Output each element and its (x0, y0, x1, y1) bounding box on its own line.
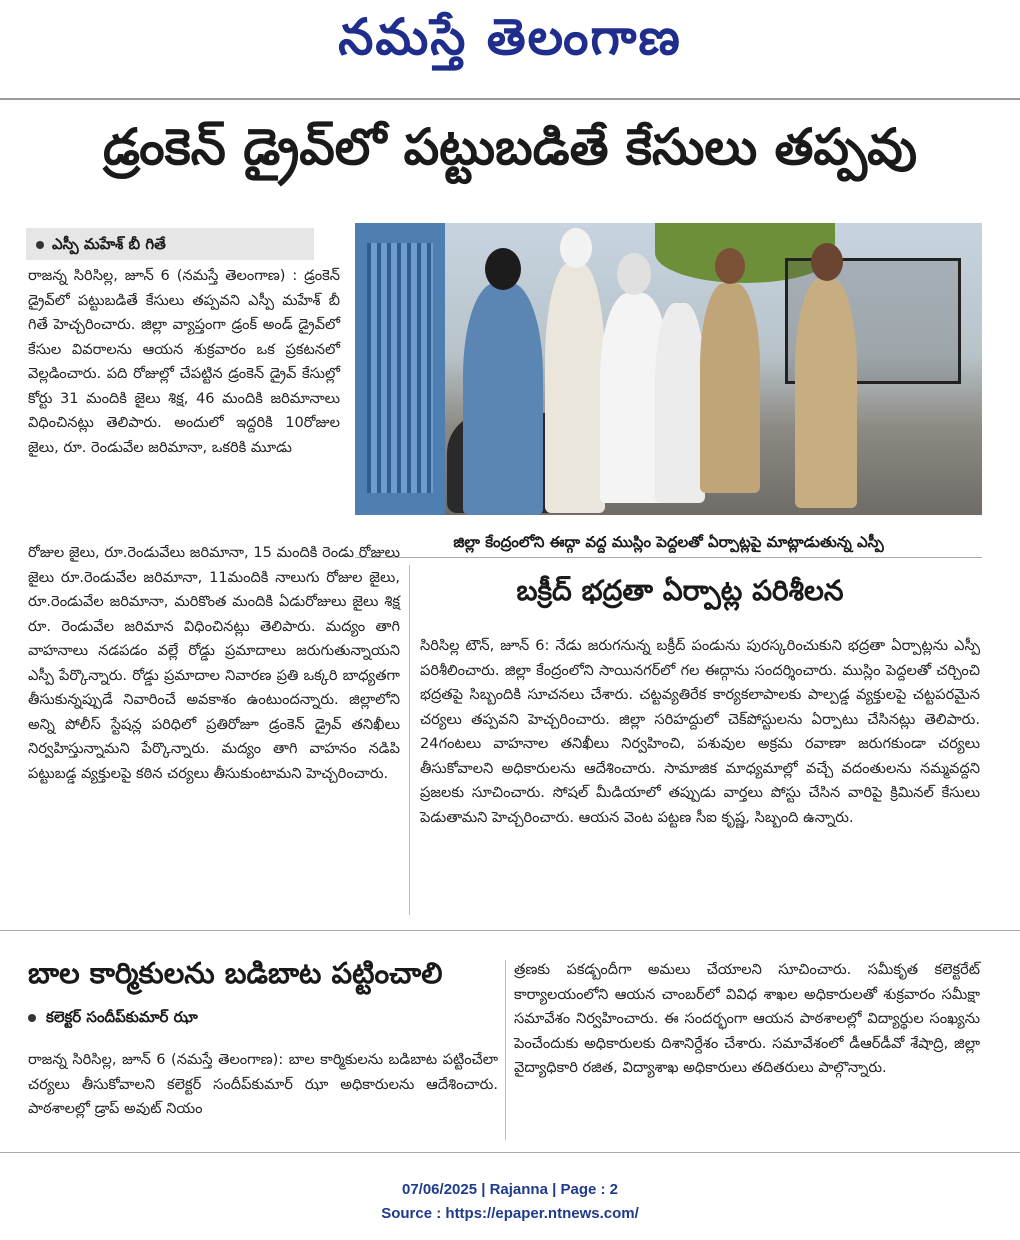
section-divider (0, 930, 1020, 931)
main-headline: డ్రంకెన్ డ్రైవ్‌లో పట్టుబడితే కేసులు తప్పవు (103, 118, 917, 176)
photo-person-head (560, 228, 592, 268)
article3-byline (28, 1008, 498, 1030)
article2-headline: బక్రీద్ భద్రతా ఏర్పాట్ల పరిశీలన (516, 574, 844, 607)
footer-source-link[interactable]: Source : https://epaper.ntnews.com/ (381, 1205, 639, 1222)
article3-body-left: రాజన్న సిరిసిల్ల, జూన్ 6 (నమస్తే తెలంగాణ): బాల కార్మికులను బడిబాట పట్టించేలా చర్యలు తీసుకోవాలని కలెక్టర్ సందీప్‌కుమార్ ఝా అధికారులను ఆదేశించారు. పాఠశాలల్లో డ్రాప్ అవుట్ నియం (28, 1051, 498, 1117)
article1-byline (26, 228, 314, 260)
photo-officer-head (811, 243, 843, 281)
article1-body-bottom: రోజుల జైలు, రూ.రెండువేలు జరిమానా, 15 మందికి రెండు రోజులు జైలు రూ.రెండువేల జరిమానా, 11మందికి నాలుగు రోజుల జైలు, రూ.రెండువేల జరిమానా, మరికొంత మందికి ఏడురోజులు జైలు శిక్ష రూ. రెండువేల జరిమాన విధించినట్లు తెలిపారు. మద్యం తాగి వాహనాలు నడపడం వల్లే రోడ్డు ప్రమాదాలు జరుగుతున్నాయని ఎస్పీ పేర్కొన్నారు. రోడ్డు ప్రమాదాల నివారణ ప్రతి ఒక్కరి బాధ్యతగా తీసుకున్నప్పుడే నివారించే అవకాశం ఉంటుందన్నారు. జిల్లాలోని అన్ని పోలీస్ స్టేషన్ల పరిధిలో ప్రతిరోజూ డ్రంకెన్ డ్రైవ్ తనిఖీలు నిర్వహిస్తున్నామని పేర్కొన్నారు. మద్యం తాగి వాహనం నడిపి పట్టుబడ్డ వ్యక్తులపై కఠిన చర్యలు తీసుకుంటామని హెచ్చరించారు. (28, 544, 400, 782)
newspaper-masthead: నమస్తే తెలంగాణ (338, 8, 682, 66)
byline-text: కలెక్టర్ సందీప్‌కుమార్ ఝా (46, 1008, 198, 1026)
photo-gate (367, 243, 433, 493)
page-footer (0, 1178, 1020, 1226)
article1-body-top: రాజన్న సిరిసిల్ల, జూన్ 6 (నమస్తే తెలంగాణ) : డ్రంకెన్ డ్రైవ్‌లో పట్టుబడితే కేసులు తప్పవని ఎస్పీ మహేశ్ బీ గితే హెచ్చరించారు. జిల్లా వ్యాప్తంగా డ్రంక్ అండ్ డ్రైవ్‌లో కేసుల వివరాలను ఆయన శుక్రవారం ఒక ప్రకటనలో వెల్లడించారు. పది రోజుల్లో చేపట్టిన డ్రంకెన్ డ్రైవ్ కేసుల్లో కోర్టు 31 మందికి జైలు శిక్ష, 46 మందికి జరిమానాలు విధించినట్లు తెలిపారు. అందులో ఇద్దరికి 10రోజుల జైలు, రూ. రెండువేల జరిమానా, ఒకరికి మూడు (28, 267, 340, 456)
photo-caption: జిల్లా కేంద్రంలోని ఈద్గా వద్ద ముస్లిం పెద్దలతో ఏర్పాట్లపై మాట్లాడుతున్న ఎస్పీ (355, 527, 982, 558)
footer-date-edition: 07/06/2025 | Rajanna | Page : 2 (401, 1181, 618, 1198)
photo-officer (795, 278, 857, 508)
masthead-divider (0, 98, 1020, 100)
footer-divider (0, 1152, 1020, 1153)
article3-body-right: త్రణకు పకడ్బందీగా అమలు చేయాలని సూచించారు. సమీకృత కలెక్టరేట్ కార్యాలయంలోని ఆయన చాంబర్‌లో వివిధ శాఖల అధికారులతో శుక్రవారం సమీక్షా సమావేశం నిర్వహించారు. ఈ సందర్భంగా ఆయన పాఠశాలల్లో విద్యార్థుల సంఖ్యను పెంచేందుకు అధికారులకు దిశానిర్దేశం చేశారు. సమావేశంలో డీఆర్‌డీవో శేషాద్రి, జిల్లా వైద్యాధికారి రజిత, విద్యాశాఖ అధికారులు తదితరులు పాల్గొన్నారు. (514, 961, 980, 1076)
article2-body: సిరిసిల్ల టౌన్, జూన్ 6: నేడు జరుగనున్న బక్రీద్ పండును పురస్కరించుకుని భద్రతా ఏర్పాట్లను ఎస్పీ పరిశీలించారు. జిల్లా కేంద్రంలోని సాయినగర్‌లో గల ఈద్గాను సందర్శించారు. ముస్లిం పెద్దలతో చర్చించి భద్రతపై సిబ్బందికి సూచనలు చేశారు. చట్టవ్యతిరేక కార్యకలాపాలకు పాల్పడ్డ వ్యక్తులపై చట్టపరమైన చర్యలు తప్పవని హెచ్చరించారు. జిల్లా సరిహద్దులో చెక్‌పోస్టులను ఏర్పాటు చేసినట్లు తెలిపారు. 24గంటలు వాహనాల తనిఖీలు నిర్వహించి, పశువుల అక్రమ రవాణా జరుగకుండా చర్యలు తీసుకోవాలని అధికారులను ఆదేశించారు. సామాజిక మాధ్యమాల్లో వచ్చే వదంతులను నమ్మవద్దని ప్రజలకు సూచించారు. సోషల్ మీడియాలో తప్పుడు వార్తలు పోస్టు చేసిన వారిపై క్రిమినల్ కేసులు పెడుతామని హెచ్చరించారు. ఆయన వెంట పట్టణ సీఐ కృష్ణ, సిబ్బంది ఉన్నారు. (420, 637, 980, 826)
bullet-icon (28, 1014, 36, 1022)
byline-text: ఎస్పీ మహేశ్ బీ గితే (52, 235, 166, 253)
bullet-icon (36, 241, 44, 249)
photo-person-head (485, 248, 521, 290)
photo-person (655, 303, 705, 503)
photo-person-head (617, 253, 651, 295)
photo-officer (700, 283, 760, 493)
photo-person (463, 283, 543, 515)
photo-officer-head (715, 248, 745, 284)
column-divider (409, 565, 410, 915)
column-divider (505, 960, 506, 1140)
article3-headline: బాల కార్మికులను బడిబాట పట్టించాలి (28, 956, 443, 990)
photo-person (545, 263, 605, 513)
news-photo (355, 223, 982, 515)
